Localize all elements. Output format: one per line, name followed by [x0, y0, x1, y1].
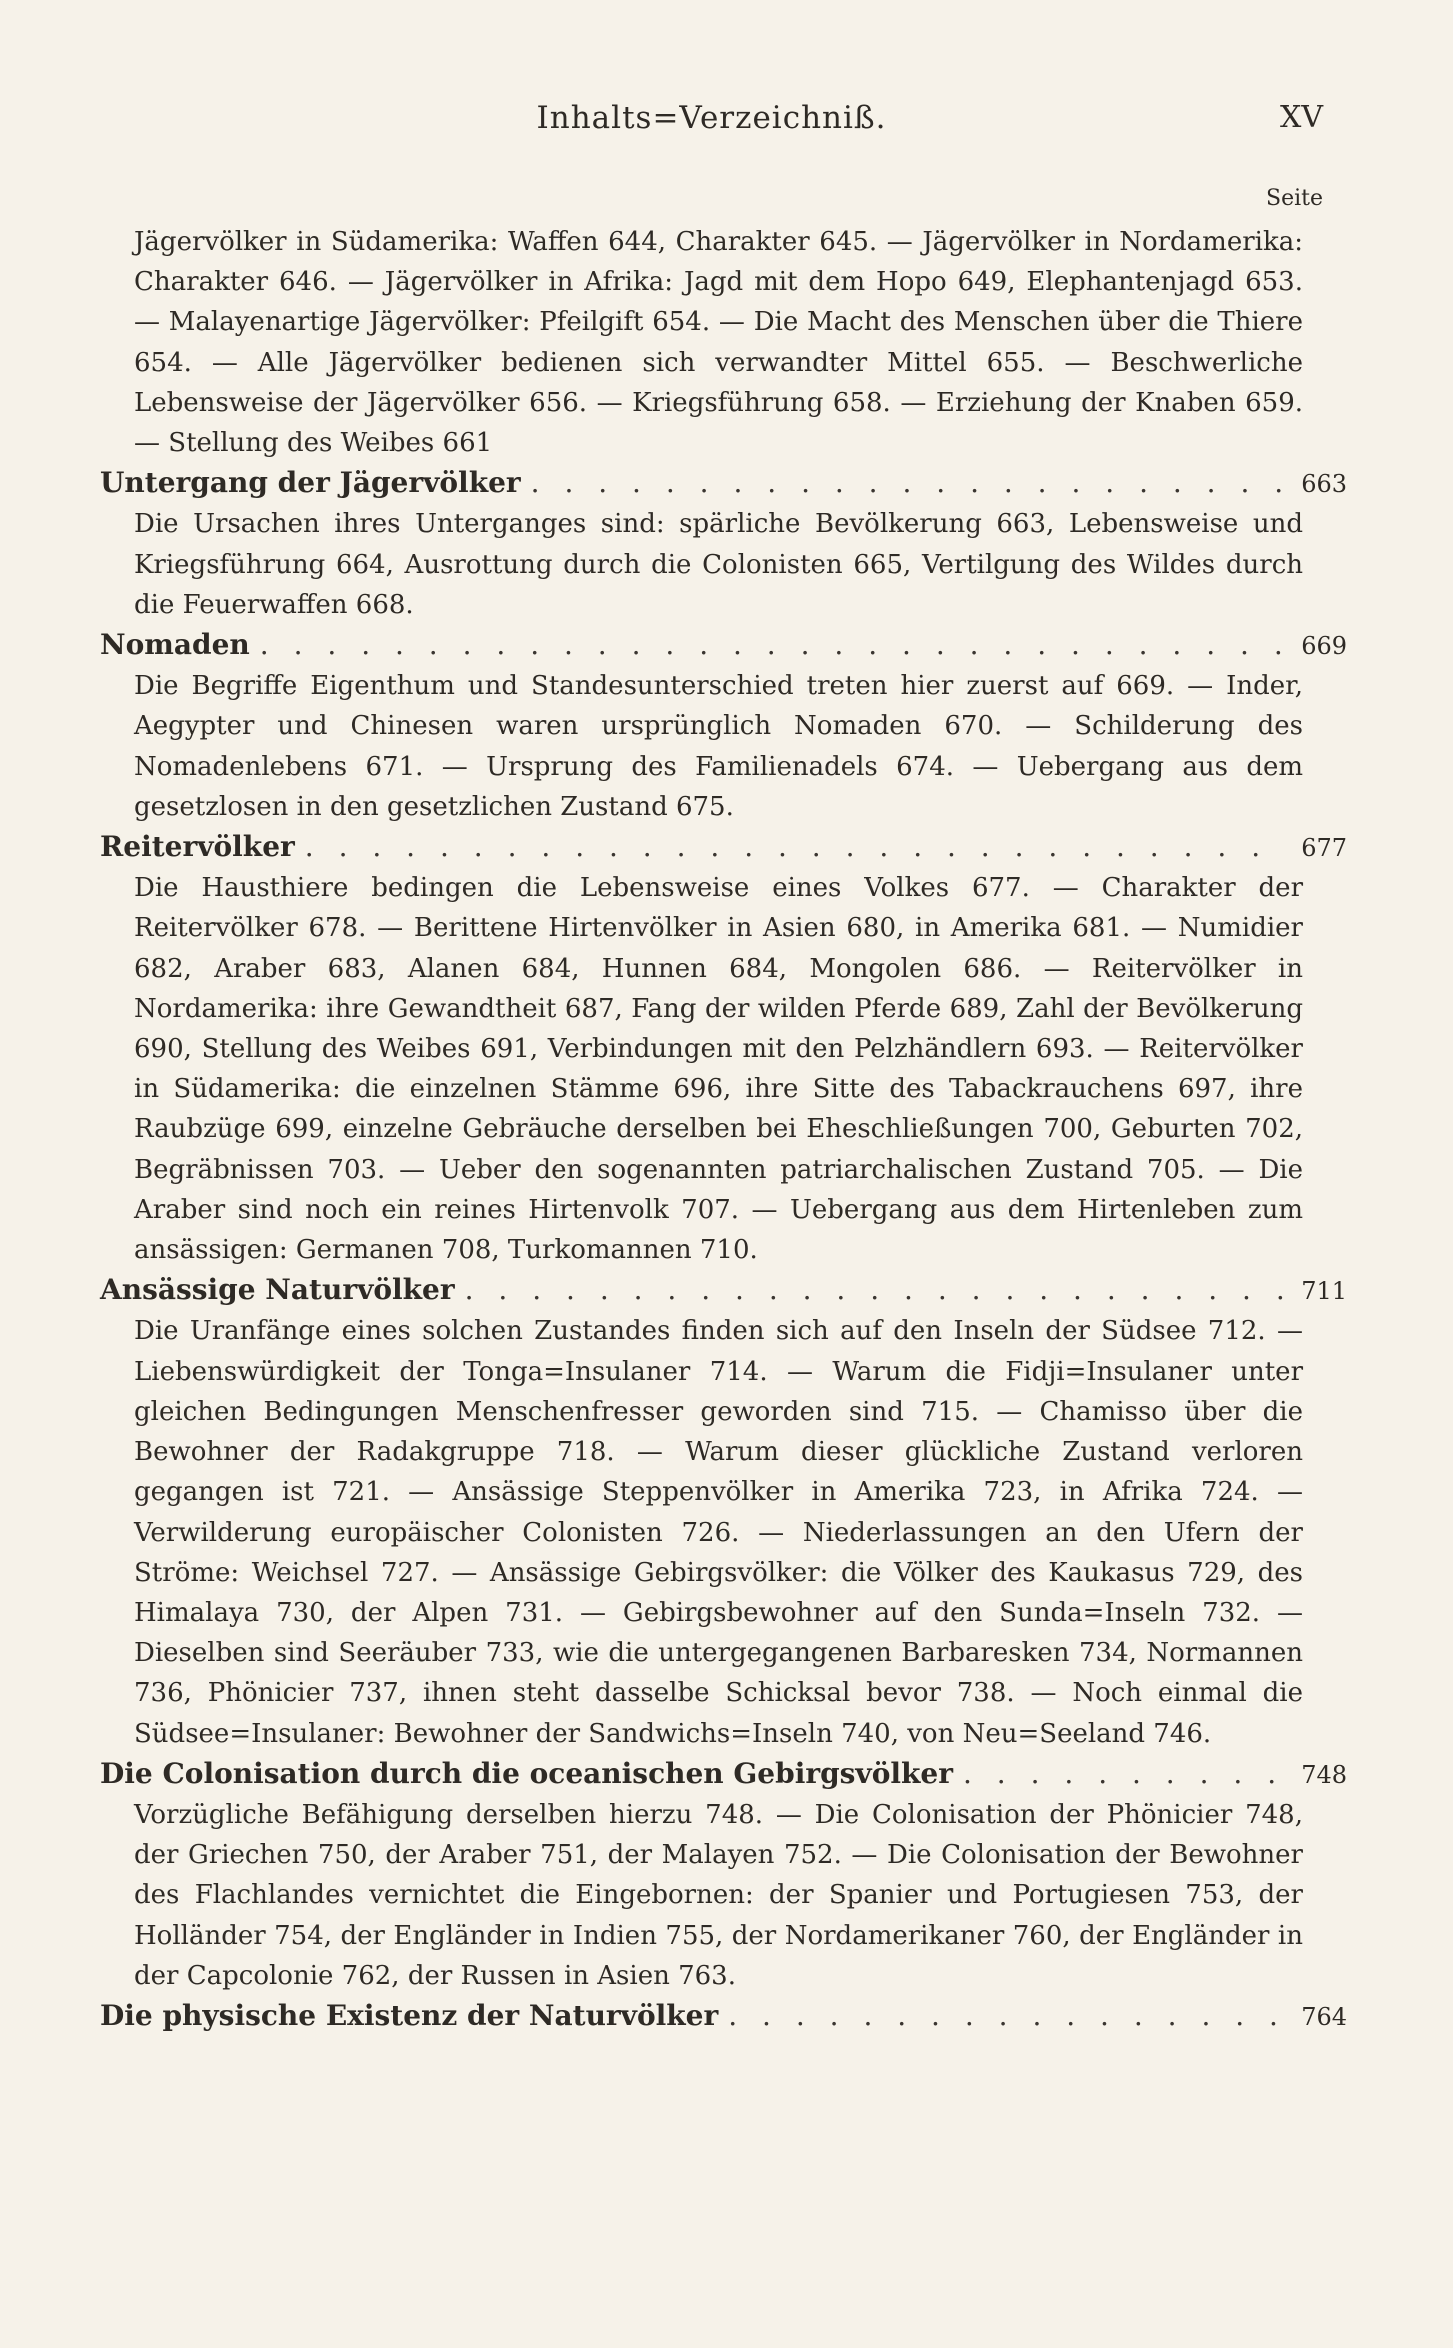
page-header — [100, 100, 1323, 156]
toc-entry-reitervoelker[interactable] — [100, 827, 1347, 868]
toc-entry-title: Nomaden — [100, 628, 250, 662]
toc-lead-paragraph: Jägervölker in Südamerika: Waffen 644, Charakter 645. — Jägervölker in Nordamerika: Charakter 646. — Jägervölker in Afrika: Jagd mit dem Hopo 649, Elephantenjagd 653. — Malayenartige Jägervölker: Pfeilgift 654. — Die Macht des Menschen über die Thiere 654. — Alle Jägervölker bedienen sich verwandter Mittel 655. — Beschwerliche Lebensweise der Jägervölker 656. — Kriegsführung 658. — Erziehung der Knaben 659. — Stellung des Weibes 661 — [134, 227, 1303, 459]
running-title: Inhalts=Verzeichniß. — [536, 100, 887, 136]
toc-entry-page: 663 — [1301, 470, 1347, 499]
leader-dots — [531, 463, 1285, 503]
toc-entry-page: 677 — [1301, 834, 1347, 863]
leader-dots — [728, 1996, 1285, 2036]
toc-entry-title: Ansässige Naturvölker — [100, 1273, 455, 1307]
toc-entry-summary: Vorzügliche Befähigung derselben hierzu 748. — Die Colonisation der Phönicier 748, der Griechen 750, der Araber 751, der Malayen 752. — Die Colonisation der Bewohner des Flachlandes vernichtet die Eingebornen: der Spanier und Portugiesen 753, der Holländer 754, der Engländer in Indien 755, der Nordamerikaner 760, der Engländer in der Capcolonie 762, der Russen in Asien 763. — [134, 1799, 1303, 1991]
toc-entry-ansaessige-naturvoelker[interactable] — [100, 1270, 1347, 1311]
toc-entry-untergang[interactable] — [100, 463, 1347, 504]
toc-entry-title: Die Colonisation durch die oceanischen Gebirgsvölker — [100, 1756, 953, 1790]
toc-entry-page: 748 — [1301, 1760, 1347, 1789]
toc-body — [100, 222, 1347, 2037]
toc-entry-physische-existenz[interactable] — [100, 1996, 1347, 2037]
toc-entry-summary: Die Hausthiere bedingen die Lebensweise eines Volkes 677. — Charakter der Reitervölker 678. — Berittene Hirtenvölker in Asien 680, in Amerika 681. — Numidier 682, Araber 683, Alanen 684, Hunnen 684, Mongolen 686. — Reitervölker in Nordamerika: ihre Gewandtheit 687, Fang der wilden Pferde 689, Zahl der Bevölkerung 690, Stellung des Weibes 691, Verbindungen mit den Pelzhändlern 693. — Reitervölker in Südamerika: die einzelnen Stämme 696, ihre Sitte des Tabackrauchens 697, ihre Raubzüge 699, einzelne Gebräuche derselben bei Eheschließungen 700, Geburten 702, Begräbnissen 703. — Ueber den sogenannten patriarchalischen Zustand 705. — Die Araber sind noch ein reines Hirtenvolk 707. — Uebergang aus dem Hirtenleben zum ansässigen: Germanen 708, Turkomannen 710. — [134, 873, 1303, 1266]
toc-entry-summary: Die Ursachen ihres Unterganges sind: spärliche Bevölkerung 663, Lebensweise und Kriegsführung 664, Ausrottung durch die Colonisten 665, Vertilgung des Wildes durch die Feuerwaffen 668. — [134, 509, 1303, 620]
toc-entry-colonisation[interactable] — [100, 1754, 1347, 1795]
toc-entry-title: Die physische Existenz der Naturvölker — [100, 1998, 719, 2032]
seite-column-label: Seite — [1266, 186, 1323, 211]
toc-entry-title: Reitervölker — [100, 830, 295, 864]
toc-entry-summary: Die Begriffe Eigenthum und Standesunterschied treten hier zuerst auf 669. — Inder, Aegypter und Chinesen waren ursprünglich Nomaden 670. — Schilderung des Nomadenlebens 671. — Ursprung des Familienadels 674. — Uebergang aus dem gesetzlosen in den gesetzlichen Zustand 675. — [134, 671, 1303, 822]
page-number: XV — [1279, 100, 1323, 135]
leader-dots — [963, 1754, 1285, 1794]
toc-entry-page: 764 — [1301, 2002, 1347, 2031]
toc-entry-nomaden[interactable] — [100, 625, 1347, 666]
toc-entry-summary: Die Uranfänge eines solchen Zustandes finden sich auf den Inseln der Südsee 712. — Liebenswürdigkeit der Tonga=Insulaner 714. — Warum die Fidji=Insulaner unter gleichen Bedingungen Menschenfresser geworden sind 715. — Chamisso über die Bewohner der Radakgruppe 718. — Warum dieser glückliche Zustand verloren gegangen ist 721. — Ansässige Steppenvölker in Amerika 723, in Afrika 724. — Verwilderung europäischer Colonisten 726. — Niederlassungen an den Ufern der Ströme: Weichsel 727. — Ansässige Gebirgsvölker: die Völker des Kaukasus 729, des Himalaya 730, der Alpen 731. — Gebirgsbewohner auf den Sunda=Inseln 732. — Dieselben sind Seeräuber 733, wie die untergegangenen Barbaresken 734, Normannen 736, Phönicier 737, ihnen steht dasselbe Schicksal bevor 738. — Noch einmal die Südsee=Insulaner: Bewohner der Sandwichs=Inseln 740, von Neu=Seeland 746. — [134, 1316, 1303, 1749]
toc-entry-page: 711 — [1301, 1277, 1347, 1306]
toc-entry-title: Untergang der Jägervölker — [100, 466, 521, 500]
toc-entry-page: 669 — [1301, 632, 1347, 661]
leader-dots — [465, 1270, 1285, 1310]
leader-dots — [260, 625, 1285, 665]
leader-dots — [305, 827, 1285, 867]
